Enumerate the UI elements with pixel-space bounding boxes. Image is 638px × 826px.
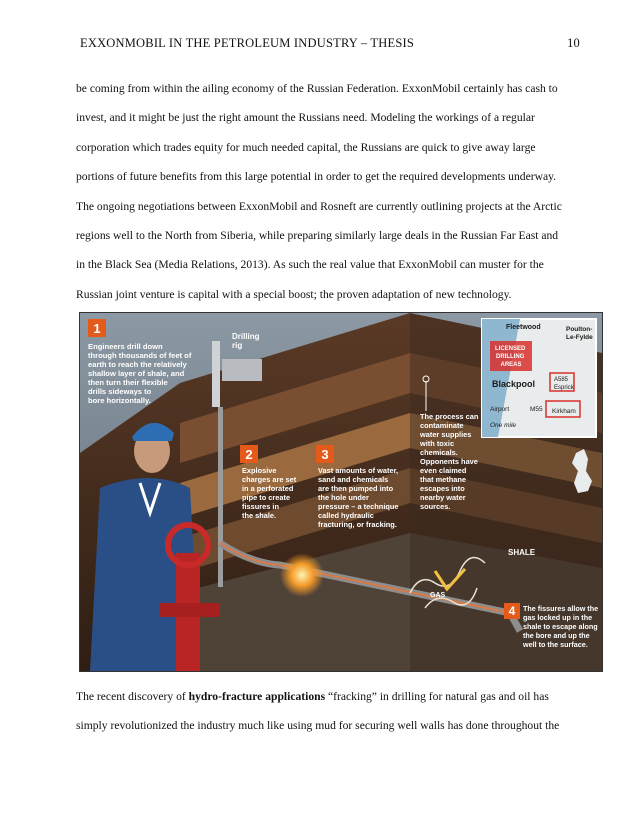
map-poulton (566, 326, 594, 341)
paragraph-text: The recent discovery of (76, 690, 189, 703)
rig-label-line: Drilling (232, 332, 260, 341)
map-licensed-line: LICENSED (494, 346, 526, 352)
paragraph-line (76, 682, 598, 711)
step-4-line: the bore and up the (523, 631, 590, 640)
body-paragraph-2 (76, 682, 598, 741)
paragraph-line: simply revolutionized the industry much like using mud for securing well walls has done throughout the (76, 719, 560, 733)
paragraph-line: regions well to the North from Siberia, while preparing similarly large deals in the Russian Far East and (76, 229, 559, 243)
step-3-number: 3 (321, 447, 329, 462)
map-esprick: Esprick (554, 385, 574, 391)
map-blackpool: Blackpool (492, 379, 536, 389)
paragraph-line: corporation which trades equity for much needed capital, the Russians are quick to give away large (76, 140, 536, 154)
contam-line: water supplies (420, 430, 472, 439)
paragraph-line: Russian joint venture is capital with a special boost; the proven adaptation of new technology. (76, 287, 512, 301)
step-1-line: shallow layer of shale, and (88, 369, 185, 378)
explosion-blast (280, 553, 324, 597)
wellhead-flange (160, 603, 220, 617)
step-4-number: 4 (508, 604, 516, 618)
bold-term: hydro-fracture applications (188, 690, 326, 703)
paragraph-line: in the Black Sea (Media Relations, 2013). As such the real value that ExxonMobil can muster for the (76, 258, 544, 272)
contam-line: with toxic (420, 439, 455, 448)
contam-line: that methane (420, 475, 466, 484)
paragraph-text: “fracking” in drilling for natural gas and oil has (325, 690, 549, 703)
running-title: EXXONMOBIL IN THE PETROLEUM INDUSTRY – THESIS (80, 36, 414, 50)
step-3-line: sand and chemicals (318, 475, 389, 484)
step-3-line: called hydraulic (318, 511, 374, 520)
running-header (80, 36, 580, 51)
step-4-line: gas locked up in the (523, 613, 593, 622)
body-paragraph-1 (76, 74, 598, 309)
map-kirkham: Kirkham (552, 408, 576, 415)
contam-line: contaminate (420, 421, 464, 430)
map-scale: One mile (490, 422, 517, 429)
contam-line: chemicals. (420, 448, 458, 457)
map-fleetwood: Fleetwood (506, 324, 541, 331)
map-m55: M55 (530, 406, 543, 413)
map-licensed-line: DRILLING (495, 354, 525, 360)
step-3-line: are then pumped into (318, 484, 394, 493)
step-2-line: the shale. (242, 511, 277, 520)
shale-label: SHALE (508, 548, 536, 557)
map-poulton-line: Le-Fylde (566, 334, 593, 341)
step-3-line: fracturing, or fracking. (318, 520, 397, 529)
contam-line: escapes into (420, 484, 465, 493)
step-1-line: earth to reach the relatively (88, 360, 187, 369)
step-2-line: in a perforated (242, 484, 294, 493)
step-2-line: pipe to create (242, 493, 291, 502)
map-poulton-line: Poulton- (566, 326, 593, 333)
step-4-line: The fissures allow the (523, 604, 599, 613)
contam-line: even claimed (420, 466, 467, 475)
page-number: 10 (567, 36, 580, 50)
fracking-diagram-figure (79, 312, 603, 672)
step-3-line: the hole under (318, 493, 369, 502)
step-2-line: charges are set (242, 475, 297, 484)
step-2-line: fissures in (242, 502, 279, 511)
well-bore-vertical (218, 407, 223, 587)
step-1-line: then turn their flexible (88, 378, 168, 387)
step-3-line: pressure – a technique (318, 502, 399, 511)
fracking-diagram (80, 313, 602, 671)
paragraph-line: portions of future benefits from this large potential in order to get the required developments underway. (76, 170, 557, 184)
contam-line: Opponents have (420, 457, 478, 466)
drilling-rig-building (222, 359, 262, 381)
step-1-line: bore horizontally. (88, 396, 151, 405)
map-a585: A585 (554, 377, 569, 383)
contam-line: nearby water (420, 493, 466, 502)
map-inset (482, 319, 596, 437)
contam-line: sources. (420, 502, 451, 511)
step-2-number: 2 (245, 447, 253, 462)
step-4-line: shale to escape along (523, 622, 598, 631)
step-1-line: Engineers drill down (88, 342, 163, 351)
contam-line: The process can (420, 412, 479, 421)
map-licensed-line: AREAS (500, 362, 522, 368)
paragraph-line: The ongoing negotiations between ExxonMobil and Rosneft are currently outlining projects at the Arctic (76, 199, 562, 213)
step-1-number: 1 (93, 321, 101, 336)
drilling-rig-tower (212, 341, 220, 407)
rig-label-line: rig (232, 341, 243, 350)
step-2-line: Explosive (242, 466, 277, 475)
step-3-line: Vast amounts of water, (318, 466, 399, 475)
paragraph-line: be coming from within the ailing economy of the Russian Federation. ExxonMobil certainly has cash to (76, 82, 558, 95)
step-4-line: well to the surface. (523, 640, 588, 649)
gas-label: GAS (430, 592, 446, 599)
map-airport: Airport (490, 406, 510, 413)
paragraph-line: invest, and it might be just the right amount the Russians need. Modeling the workings of a regular (76, 111, 535, 125)
step-1-line: drills sideways to (88, 387, 152, 396)
step-1-line: through thousands of feet of (88, 351, 192, 360)
